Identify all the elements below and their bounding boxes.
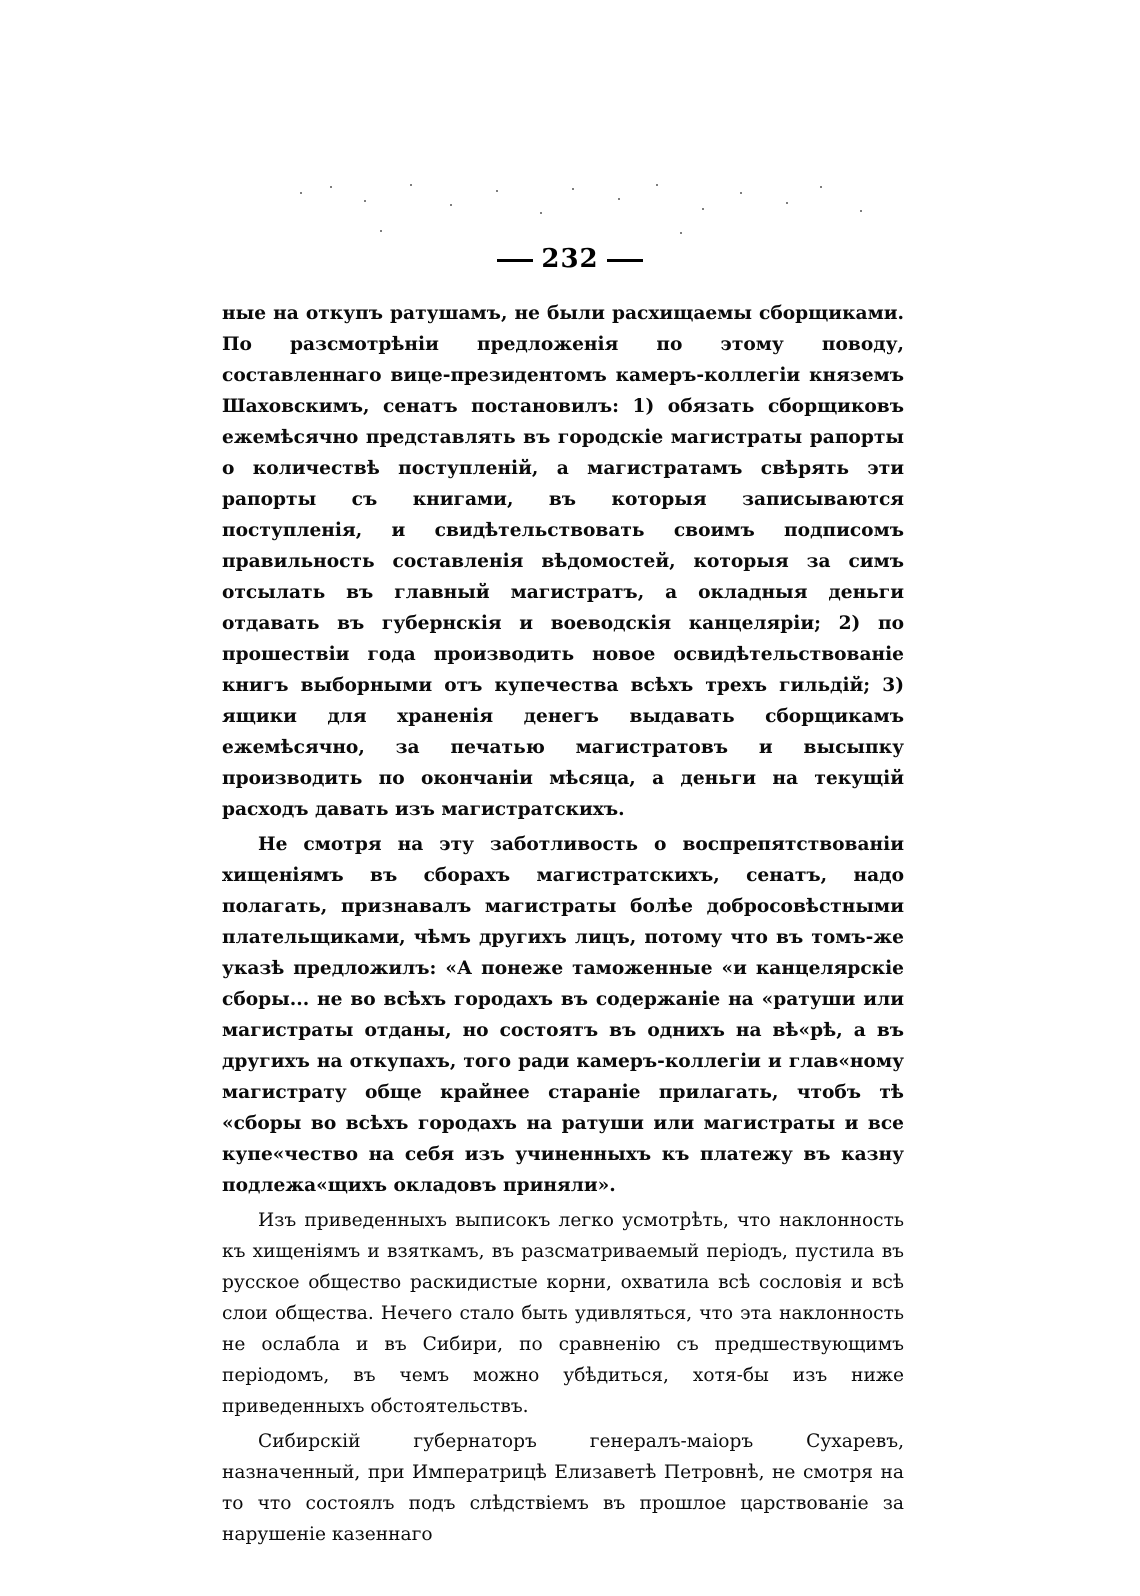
- page-number-header: [0, 244, 1140, 274]
- paragraph-2: Не смотря на эту заботливость о воспрепятствованіи хищеніямъ въ сборахъ магистратскихъ, сенатъ, надо полагать, признавалъ магистраты болѣе добросовѣстными плательщиками, чѣмъ другихъ лицъ, потому что въ томъ-же указѣ предложилъ: «А понеже таможенные «и канцелярскіе сборы... не во всѣхъ городахъ въ содержаніе на «ратуши или магистраты отданы, но состоятъ въ однихъ на вѣ«рѣ, а въ другихъ на откупахъ, того ради камеръ-коллегіи и глав«ному магистрату обще крайнее стараніе прилагать, чтобъ тѣ «сборы во всѣхъ городахъ на ратуши или магистраты и все купе«чество на себя изъ учиненныхъ къ платежу въ казну подлежа«щихъ окладовъ приняли».: [222, 834, 904, 1196]
- paragraph-4: Сибирскій губернаторъ генералъ-маіоръ Сухаревъ, назначенный, при Императрицѣ Елизаветѣ Петровнѣ, не смотря на то что состоялъ подъ слѣдствіемъ въ прошлое царствованіе за нарушеніе казеннаго: [222, 1431, 904, 1545]
- paragraph-3: Изъ приведенныхъ выписокъ легко усмотрѣть, что наклонность къ хищеніямъ и взяткамъ, въ разсматриваемый періодъ, пустила въ русское общество раскидистые корни, охватила всѣ сословія и всѣ слои общества. Нечего стало быть удивляться, что эта наклонность не ослабла и въ Сибири, по сравненію съ предшествующимъ періодомъ, въ чемъ можно убѣдиться, хотя-бы изъ ниже приведенныхъ обстоятельствъ.: [222, 1210, 904, 1417]
- paragraph-1: ные на откупъ ратушамъ, не были расхищаемы сборщиками. По разсмотрѣніи предложенія по этому поводу, составленнаго вице-президентомъ камеръ-коллегіи княземъ Шаховскимъ, сенатъ постановилъ: 1) обязать сборщиковъ ежемѣсячно представлять въ городскіе магистраты рапорты о количествѣ поступленій, а магистратамъ свѣрять эти рапорты съ книгами, въ которыя записываются поступленія, и свидѣтельствовать своимъ подписомъ правильность составленія вѣдомостей, которыя за симъ отсылать въ главный магистратъ, а окладныя деньги отдавать въ губернскія и воеводскія канцеляріи; 2) по прошествіи года производить новое освидѣтельствованіе книгъ выборными отъ купечества всѣхъ трехъ гильдій; 3) ящики для храненія денегъ выдавать сборщикамъ ежемѣсячно, за печатью магистратовъ и высыпку производить по окончаніи мѣсяца, а деньги на текущій расходъ давать изъ магистратскихъ.: [222, 303, 904, 820]
- body-text: [222, 298, 904, 1554]
- page-number: 232: [541, 244, 599, 274]
- right-dash: [607, 259, 643, 262]
- left-dash: [497, 259, 533, 262]
- print-specks: [300, 182, 880, 242]
